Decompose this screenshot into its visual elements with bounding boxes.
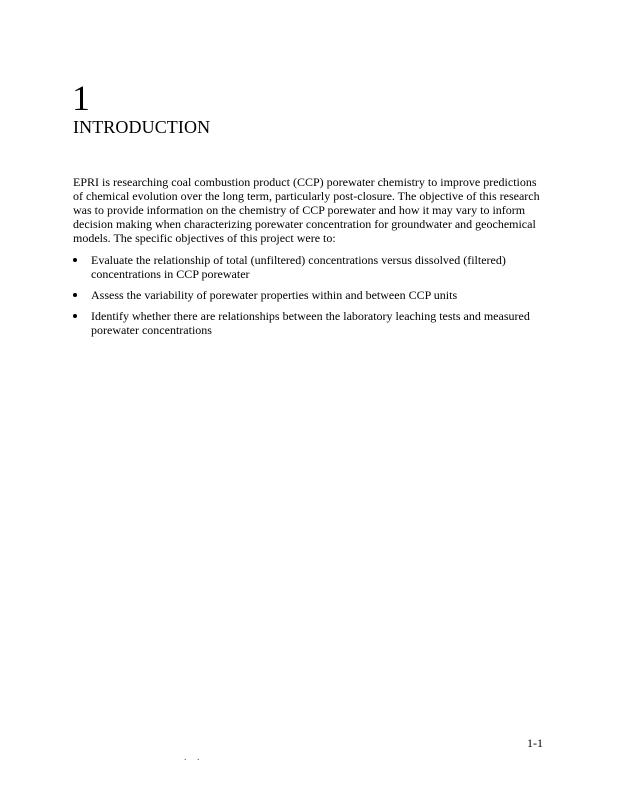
footer-marks: . . [184, 752, 204, 763]
list-item [73, 288, 543, 302]
bullet-icon [73, 258, 77, 262]
objective-text: Identify whether there are relationships between the laboratory leaching tests and measured porewater concentrations [91, 309, 530, 337]
objectives-list [73, 253, 543, 344]
intro-paragraph: EPRI is researching coal combustion product (CCP) porewater chemistry to improve predictions of chemical evolution over the long term, particularly post-closure. The objective of this research was to provide information on the chemistry of CCP porewater and how it may vary to inform decision making when characterizing porewater concentration for groundwater and geochemical models. The specific objectives of this project were to: [73, 175, 540, 245]
bullet-icon [73, 293, 77, 297]
objective-text: Assess the variability of porewater properties within and between CCP units [91, 288, 458, 302]
list-item [73, 309, 543, 337]
page-number: 1-1 [527, 736, 543, 750]
list-item [73, 253, 543, 281]
chapter-title: INTRODUCTION [73, 117, 211, 137]
objective-text: Evaluate the relationship of total (unfiltered) concentrations versus dissolved (filtered) concentrations in CCP porewater [91, 253, 506, 281]
bullet-icon [73, 314, 77, 318]
chapter-number: 1 [72, 78, 90, 118]
